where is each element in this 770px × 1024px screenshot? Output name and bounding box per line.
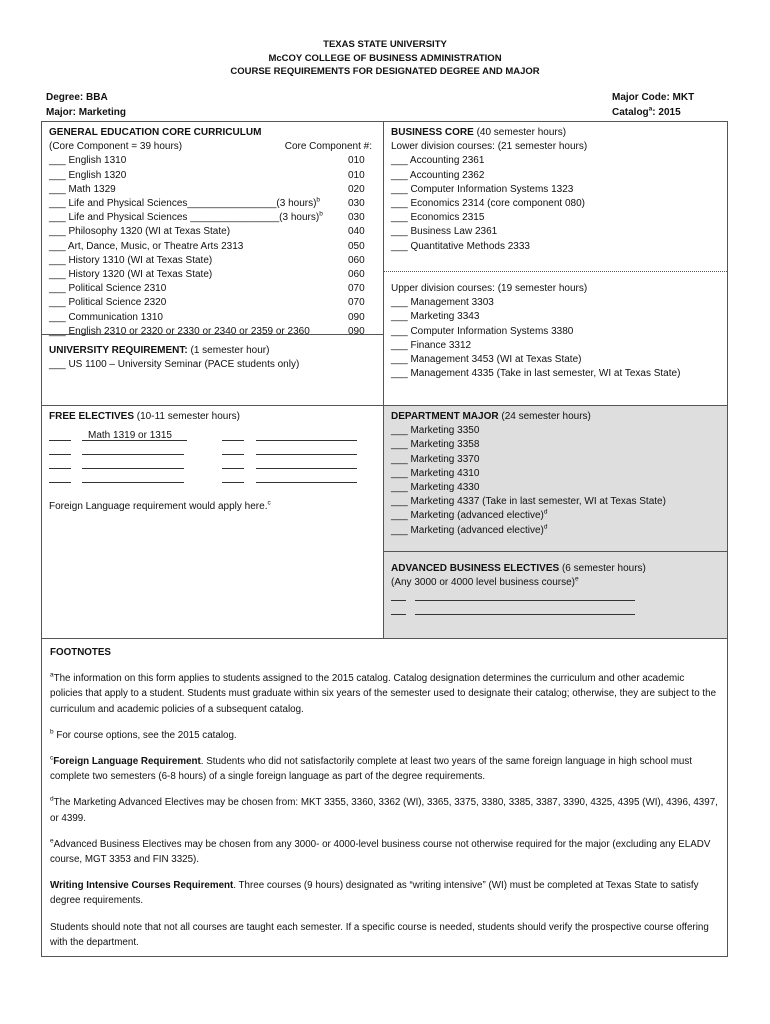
check-blank[interactable] [49,444,71,455]
check-blank[interactable] [222,444,244,455]
dept-major-hours: (24 semester hours) [498,411,591,422]
gen-ed-title: GENERAL EDUCATION CORE CURRICULUM [49,127,262,138]
footnote-marker: d [543,523,548,531]
course-name: ___ Communication 1310 [49,311,163,323]
footnotes-section [42,639,727,956]
footnote-marker: b [316,196,321,204]
lower-division-title: Lower division courses: (21 semester hours) [391,141,588,153]
footnote-c [50,754,718,784]
course-name: ___ Computer Information Systems 3380 [391,325,574,337]
upper-division-title: Upper division courses: (19 semester hours) [391,283,588,294]
course-name: ___ Management 3453 (WI at Texas State) [391,354,582,366]
writing-intensive-note [50,878,718,908]
department-major-section [384,406,727,552]
footnote-d-text: The Marketing Advanced Electives may be chosen from: MKT 3355, 3360, 3362 (WI), 3365, 3375, 3380, 3385, 3387, 3390, 4325, 4395 (WI), 4396, 4397, or 4399. [50,797,718,824]
core-component-number: 050 [348,240,365,252]
footnote-marker: b [319,210,323,218]
footnote-marker: a [648,105,653,113]
left-column-top [42,122,384,405]
requirements-row-1 [42,122,727,406]
dept-major-course[interactable] [391,481,727,495]
elective-blank[interactable] [82,444,184,455]
check-blank[interactable] [222,458,244,469]
course-name: ___ Finance 3312 [391,339,472,351]
gen-ed-course[interactable] [49,268,383,282]
course-name: ___ History 1310 (WI at Texas State) [49,254,213,266]
college-name: McCOY COLLEGE OF BUSINESS ADMINISTRATION [268,52,502,64]
course-name: ___ Life and Physical Sciences ________________(3 hours) [49,212,320,224]
document-title: COURSE REQUIREMENTS FOR DESIGNATED DEGREE AND MAJOR [230,66,540,77]
adv-electives-hours: (6 semester hours) [559,563,646,574]
check-blank[interactable] [391,604,406,615]
dept-major-course[interactable] [391,495,727,509]
business-core-hours: (40 semester hours) [473,127,567,138]
course-name: ___ Marketing (advanced elective) [391,510,544,522]
elective-blank[interactable] [82,472,184,483]
dept-major-course[interactable] [391,453,727,467]
course-name: ___ Marketing 3370 [391,453,480,465]
catalog-year [612,105,694,120]
footnote-marker: d [543,509,548,517]
course-name: ___ Philosophy 1320 (WI at Texas State) [49,226,231,238]
lower-division-course[interactable] [391,240,727,254]
business-core-title: BUSINESS CORE [391,127,474,138]
elective-blank[interactable] [82,458,184,469]
lower-division-course[interactable] [391,197,727,211]
adv-elective-blank[interactable] [415,604,635,615]
gen-ed-course[interactable] [49,296,383,310]
check-blank[interactable] [49,472,71,483]
adv-note-text: (Any 3000 or 4000 level business course) [391,577,575,589]
university-requirement-section [42,335,383,372]
core-component-number: 070 [348,297,365,309]
gen-ed-course-list [49,154,383,339]
free-electives-hours: (10-11 semester hours) [134,411,240,422]
core-component-number: 030 [348,198,365,210]
catalog-label: Catalog [612,107,649,118]
component-header: Core Component #: [284,141,372,153]
core-component-number: 010 [348,169,365,181]
dept-major-course[interactable] [391,467,727,481]
dept-major-course[interactable] [391,438,727,452]
major-label: Major: Marketing [46,107,127,118]
advanced-electives-section [384,552,727,618]
footnote-marker: c [267,499,271,507]
footnote-a [50,671,718,717]
footnotes-title: FOOTNOTES [50,647,111,658]
degree-info [46,90,126,120]
course-name: ___ Political Science 2320 [49,297,167,309]
check-blank[interactable] [49,430,71,441]
gen-ed-course[interactable] [49,254,383,268]
gen-ed-course[interactable] [49,282,383,296]
dept-major-course[interactable] [391,524,727,538]
gen-ed-section [42,122,383,335]
check-blank[interactable] [391,590,406,601]
footnote-c-heading: Foreign Language Requirement [53,756,201,768]
footnote-b-text: For course options, see the 2015 catalog. [53,729,237,741]
adv-elective-row [391,590,727,604]
elective-course-1[interactable]: Math 1319 or 1315 [82,430,187,441]
requirements-row-2 [42,406,727,639]
gen-ed-course[interactable] [49,169,383,183]
elective-blank[interactable] [256,444,357,455]
course-name: ___ Math 1329 [49,183,116,195]
business-core-lower [384,122,727,272]
course-name: ___ Economics 2314 (core component 080) [391,198,586,210]
core-component-number: 090 [348,325,365,337]
elective-blank[interactable] [256,430,357,441]
footnote-b [50,728,718,743]
lower-division-course[interactable] [391,225,727,239]
course-name: ___ English 1320 [49,169,127,181]
footnote-a-text: The information on this form applies to students assigned to the 2015 catalog. Catalog designation determines the curriculum and other academic policies that apply to a student. Students must graduate within six years of the semester used to designate their catalog; otherwise, they are subject to the curriculum and academic policies of a subsequent catalog. [50,673,717,715]
course-name: ___ Management 4335 (Take in last semester, WI at Texas State) [391,368,681,380]
lower-division-course[interactable] [391,183,727,197]
gen-ed-course[interactable] [49,311,383,325]
course-name: ___ Marketing 3343 [391,311,480,323]
adv-elective-row [391,604,727,618]
elective-row [49,458,383,472]
gen-ed-course[interactable] [49,211,383,225]
check-blank[interactable] [222,472,244,483]
business-core-upper [384,272,727,381]
course-name: ___ Art, Dance, Music, or Theatre Arts 2313 [49,240,244,252]
course-name: ___ Management 3303 [391,297,494,309]
footnote-marker: c [50,754,54,762]
footnote-marker: a [50,671,54,679]
course-name: ___ English 2310 or 2320 or 2330 or 2340 or 2359 or 2360 [49,325,310,337]
upper-division-course[interactable] [391,339,727,353]
university-hours: (1 semester hour) [187,345,270,356]
core-component-number: 030 [348,212,365,224]
catalog-value: : 2015 [652,107,681,118]
course-name: ___ Quantitative Methods 2333 [391,240,530,252]
footnote-marker: e [575,575,579,583]
lower-division-course[interactable] [391,169,727,183]
elective-blank[interactable] [256,458,357,469]
upper-division-course[interactable] [391,367,727,381]
footnote-marker: e [50,837,54,845]
upper-division-course[interactable] [391,353,727,367]
gen-ed-course[interactable] [49,240,383,254]
dept-major-title: DEPARTMENT MAJOR [391,411,499,422]
course-name: ___ Marketing 3350 [391,425,480,437]
upper-division-list [391,296,727,381]
university-course[interactable]: ___ US 1100 – University Seminar (PACE students only) [49,359,300,371]
course-name: ___ Accounting 2362 [391,169,485,181]
course-name: ___ Accounting 2361 [391,155,485,167]
foreign-language-text: Foreign Language requirement would apply here. [49,501,268,513]
footnote-e-text: Advanced Business Electives may be chosen from any 3000- or 4000-level business course not otherwise required for the major (excluding any ELADV course, MGT 3353 and FIN 3325). [50,838,711,866]
lower-division-course[interactable] [391,154,727,168]
course-name: ___ Political Science 2310 [49,283,167,295]
gen-ed-subtitle-row [49,140,383,154]
gen-ed-course[interactable] [49,183,383,197]
upper-division-course[interactable] [391,296,727,310]
core-component-number: 090 [348,311,365,323]
document-header [0,38,770,79]
footnote-e [50,837,718,867]
dept-major-list [391,424,727,538]
elective-row [49,472,383,486]
course-name: ___ Marketing 3358 [391,439,480,451]
dept-major-course[interactable] [391,424,727,438]
core-component-number: 010 [348,155,365,167]
core-component-number: 060 [348,269,365,281]
lower-division-course[interactable] [391,211,727,225]
gen-ed-course[interactable] [49,154,383,168]
core-component-number: 020 [348,183,365,195]
lower-division-list [391,154,727,253]
adv-electives-title: ADVANCED BUSINESS ELECTIVES [391,563,560,574]
university-name: TEXAS STATE UNIVERSITY [323,39,447,50]
dept-major-course[interactable] [391,509,727,523]
adv-electives-note [391,576,727,590]
right-column-top [384,122,727,405]
footnote-c-text: . Students who did not satisfactorily complete at least two years of the same foreign language in high school must complete two semesters (6-8 hours) of a single foreign language as part of the degree requirements. [50,756,692,783]
wi-text: . Three courses (9 hours) designated as “writing intensive” (WI) must be completed at Texas State to satisfy degree requirements. [50,880,699,907]
course-availability-note: Students should note that not all courses are taught each semester. If a specific course is needed, students should verify the prospective course offering with the department. [50,921,709,948]
foreign-language-note [49,500,383,514]
core-component-number: 060 [348,254,365,266]
core-component-number: 040 [348,226,365,238]
major-code-info [612,90,694,120]
gen-ed-course[interactable] [49,325,383,339]
university-title: UNIVERSITY REQUIREMENT: [49,345,188,356]
gen-ed-course[interactable] [49,197,383,211]
upper-division-course[interactable] [391,325,727,339]
course-name: ___ Business Law 2361 [391,226,498,238]
upper-division-course[interactable] [391,310,727,324]
gen-ed-course[interactable] [49,225,383,239]
adv-elective-blank[interactable] [415,590,635,601]
footnote-d [50,795,718,825]
core-component-number: 070 [348,283,365,295]
course-name: ___ Computer Information Systems 1323 [391,183,574,195]
free-electives-title: FREE ELECTIVES [49,411,135,422]
gen-ed-subtitle: (Core Component = 39 hours) [49,141,183,153]
elective-blank[interactable] [256,472,357,483]
course-name: ___ Marketing 4330 [391,482,480,494]
course-name: ___ History 1320 (WI at Texas State) [49,269,213,281]
course-name: ___ Life and Physical Sciences________________(3 hours) [49,198,317,210]
check-blank[interactable] [49,458,71,469]
degree-label: Degree: BBA [46,92,108,103]
course-name: ___ Marketing (advanced elective) [391,524,544,536]
footnote-marker: b [50,728,54,736]
free-electives-section [42,406,384,638]
wi-heading: Writing Intensive Courses Requirement [50,880,234,892]
course-name: ___ Economics 2315 [391,212,485,224]
check-blank[interactable] [222,430,244,441]
course-name: ___ Marketing 4337 (Take in last semester, WI at Texas State) [391,496,666,508]
right-column-bottom [384,406,727,638]
requirements-table [41,121,728,957]
elective-row [49,444,383,458]
footnote-marker: d [50,796,54,804]
course-name: ___ Marketing 4310 [391,467,480,479]
elective-row [49,430,383,444]
major-code: Major Code: MKT [612,92,695,103]
course-name: ___ English 1310 [49,155,127,167]
